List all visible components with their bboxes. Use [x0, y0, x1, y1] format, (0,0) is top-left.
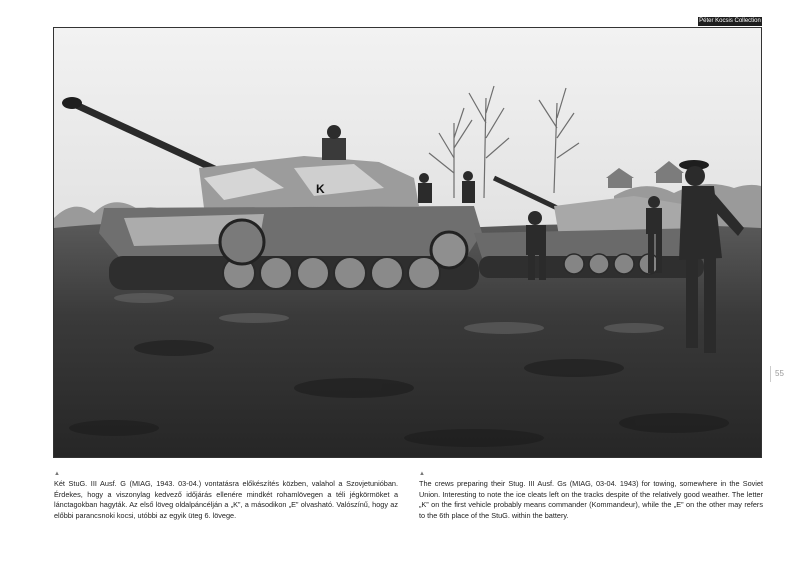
caption-marker-icon: ▲	[419, 471, 425, 477]
idler-wheel	[431, 232, 467, 268]
page-number: 55	[770, 366, 799, 382]
main-photograph	[53, 27, 762, 458]
caption-hungarian	[54, 471, 398, 521]
photo-credit: Péter Kocsis Collection	[699, 18, 761, 24]
caption-english	[419, 471, 763, 521]
caption-hungarian-text: Két StuG. III Ausf. G (MIAG, 1943. 03-04.) vontatásra előkészítés közben, valahol a Szovjetunióban. Érdekes, hogy a viszonylag kedvező időjárás ellenére mindkét rohamlövegen a téli jégkörmöket a lánctagokban hagyták. Az első löveg oldalpáncélján a „K”, a másodikon „E” olvasható. Valószínű, hogy az előbbi parancsnoki kocsi, utóbbi az egyik üteg 6. lövege.	[54, 479, 398, 520]
drive-sprocket	[220, 220, 264, 264]
vehicle-marking-k: K	[316, 182, 325, 196]
caption-marker-icon: ▲	[54, 471, 60, 477]
caption-english-text: The crews preparing their Stug. III Ausf. Gs (MIAG, 03-04. 1943) for towing, somewhere in the Soviet Union. Interesting to note the ice cleats left on the tracks despite of the relatively good weather. The letter „K” on the first vehicle probably means commander (Kommandeur), while the „E” on the other may refers to the 6th place of the StuG. within the battery.	[419, 479, 763, 520]
